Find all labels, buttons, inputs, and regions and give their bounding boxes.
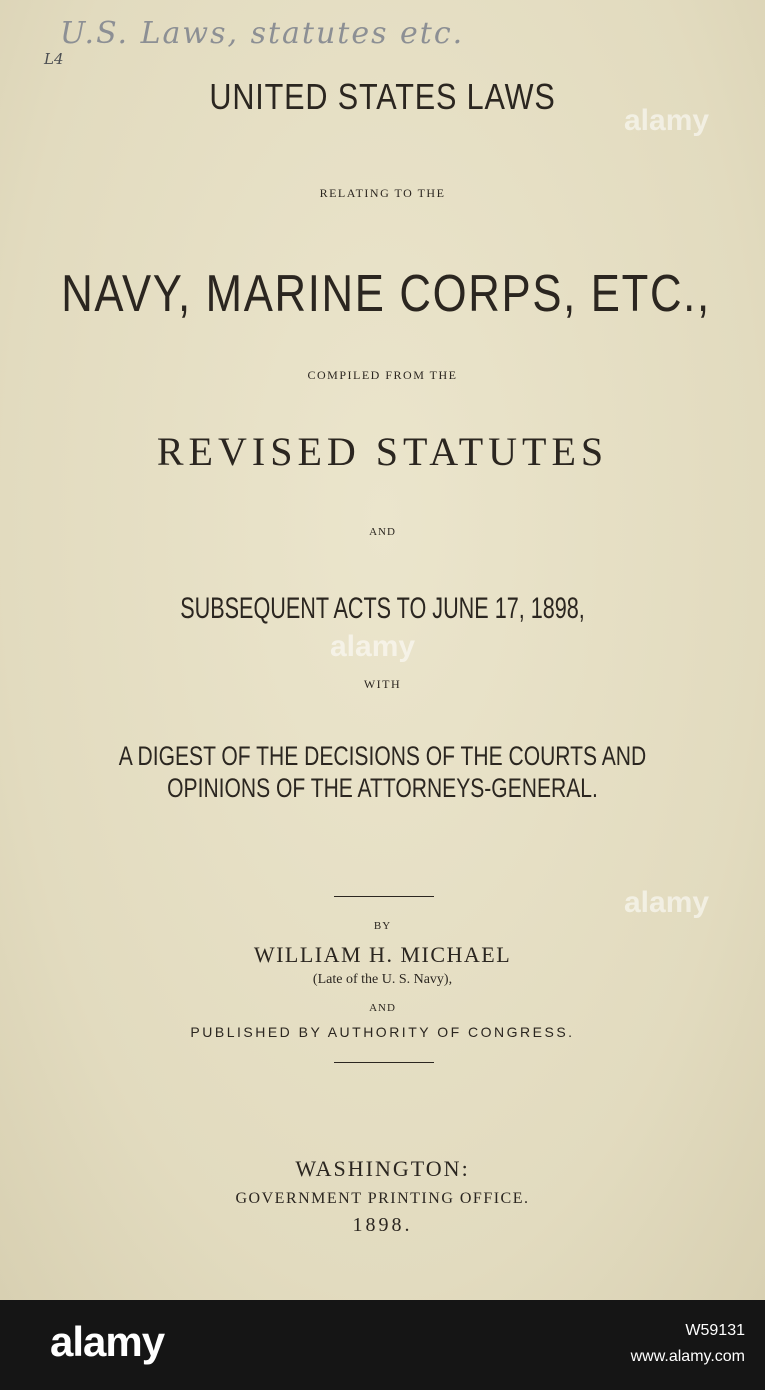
title-line-opinions-attorneys: OPINIONS OF THE ATTORNEYS-GENERAL. xyxy=(167,773,598,803)
watermark-center: alamy xyxy=(330,630,416,663)
title-line-navy-marine-corps: NAVY, MARINE CORPS, ETC., xyxy=(61,265,711,323)
author-note: (Late of the U. S. Navy), xyxy=(312,972,453,987)
author-name: WILLIAM H. MICHAEL xyxy=(253,942,512,967)
imprint-place: WASHINGTON: xyxy=(295,1156,470,1181)
divider-rule-top xyxy=(334,896,434,897)
image-id: W59131 xyxy=(685,1322,745,1339)
divider-rule-bottom xyxy=(334,1062,434,1063)
alamy-logo: alamy xyxy=(50,1318,165,1365)
title-line-compiled-from: COMPILED FROM THE xyxy=(307,368,458,382)
title-line-with: WITH xyxy=(363,677,402,691)
watermark-lower-right: alamy xyxy=(624,886,710,919)
title-line-revised-statutes: REVISED STATUTES xyxy=(156,429,609,474)
stock-footer-bar xyxy=(0,1300,765,1390)
title-line-subsequent-acts: SUBSEQUENT ACTS TO JUNE 17, 1898, xyxy=(180,592,585,625)
handwritten-catalog-note: U.S. Laws, statutes etc. xyxy=(60,16,465,51)
byline-by: BY xyxy=(373,920,392,932)
imprint-year: 1898. xyxy=(352,1214,413,1236)
title-line-and: AND xyxy=(369,526,396,538)
title-line-relating-to: RELATING TO THE xyxy=(319,186,446,200)
published-by-authority: PUBLISHED BY AUTHORITY OF CONGRESS. xyxy=(190,1024,575,1040)
title-line-united-states-laws: UNITED STATES LAWS xyxy=(209,76,556,117)
watermark-top-right: alamy xyxy=(624,104,710,137)
site-url: www.alamy.com xyxy=(630,1348,745,1365)
imprint-printer: GOVERNMENT PRINTING OFFICE. xyxy=(235,1190,530,1207)
title-line-digest-courts: A DIGEST OF THE DECISIONS OF THE COURTS AND xyxy=(118,741,647,771)
byline-and: AND xyxy=(369,1002,396,1014)
handwritten-shelf-mark: L4 xyxy=(44,50,64,68)
